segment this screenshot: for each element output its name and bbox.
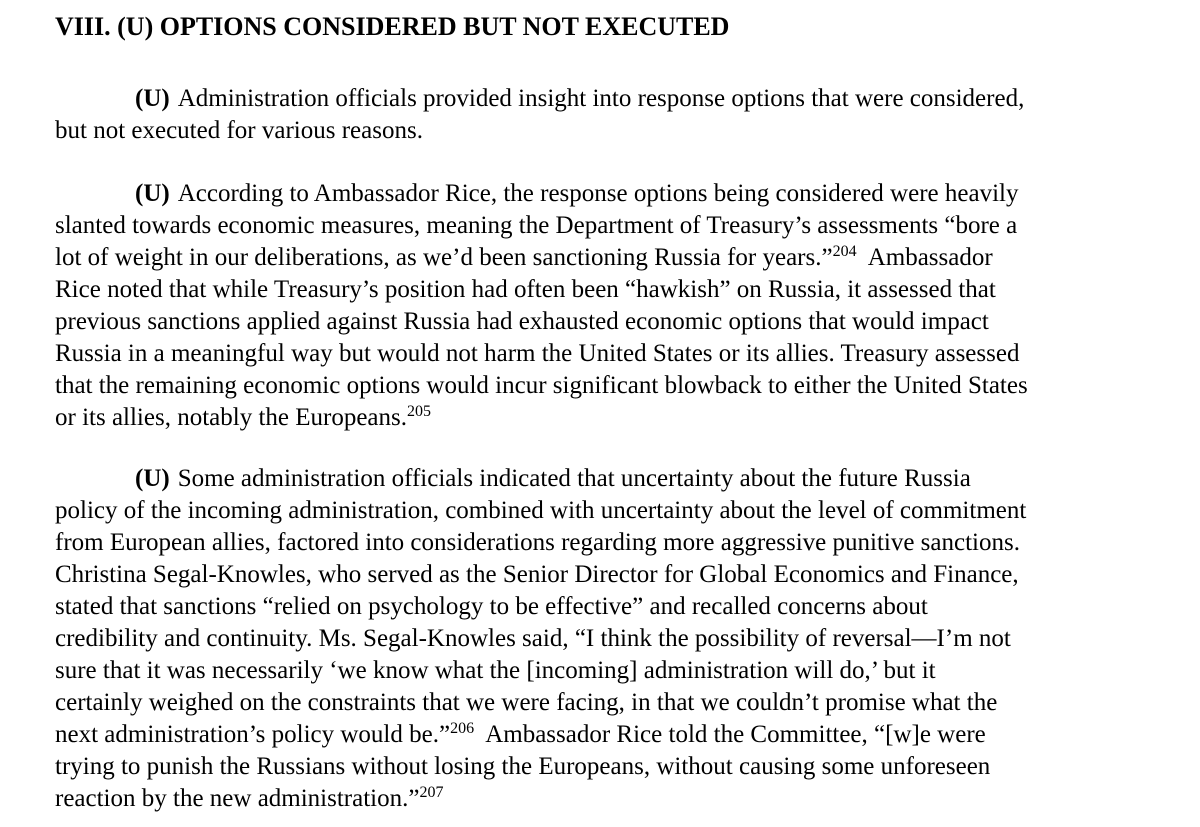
line-text: reaction by the new administration.”	[55, 785, 420, 812]
line-text: According to Ambassador Rice, the response options being considered were heavily	[177, 180, 1019, 207]
section-heading: VIII. (U) OPTIONS CONSIDERED BUT NOT EXECUTED	[55, 12, 730, 41]
paragraph-3	[55, 463, 1165, 815]
paragraph-line	[55, 242, 1165, 274]
line-text: lot of weight in our deliberations, as we’d been sanctioning Russia for years.”	[55, 244, 833, 271]
line-text: Ambassador Rice told the Committee, “[w]e were	[485, 721, 986, 748]
line-text: next administration’s policy would be.”	[55, 721, 451, 748]
paragraph-line: Rice noted that while Treasury’s position had often been “hawkish” on Russia, it assessed that	[55, 276, 996, 303]
paragraph-line: but not executed for various reasons.	[55, 117, 423, 144]
paragraph-line	[55, 402, 1165, 434]
paragraph-line: that the remaining economic options would incur significant blowback to either the United States	[55, 372, 1028, 399]
line-text: Administration officials provided insight into response options that were considered,	[177, 85, 1025, 112]
paragraph-line: sure that it was necessarily ‘we know what the [incoming] administration will do,’ but it	[55, 657, 936, 684]
line-text: Some administration officials indicated that uncertainty about the future Russia	[177, 465, 971, 492]
classification-marker: (U)	[135, 85, 170, 112]
footnote-ref: 205	[407, 403, 432, 420]
line-text: or its allies, notably the Europeans.	[55, 404, 408, 431]
paragraph-line: from European allies, factored into considerations regarding more aggressive punitive sanctions.	[55, 529, 1020, 556]
paragraph-line: certainly weighed on the constraints that we were facing, in that we couldn’t promise what the	[55, 689, 998, 716]
paragraph-line: stated that sanctions “relied on psychology to be effective” and recalled concerns about	[55, 593, 928, 620]
classification-marker: (U)	[135, 180, 170, 207]
paragraph-line: Christina Segal-Knowles, who served as the Senior Director for Global Economics and Finance,	[55, 561, 1019, 588]
line-text: Ambassador	[867, 244, 993, 271]
classification-marker: (U)	[135, 465, 170, 492]
paragraph-1	[55, 83, 1165, 147]
paragraph-line	[55, 83, 1165, 115]
paragraph-line: previous sanctions applied against Russia had exhausted economic options that would impact	[55, 308, 989, 335]
paragraph-line	[55, 178, 1165, 210]
paragraph-line: policy of the incoming administration, combined with uncertainty about the level of commitment	[55, 497, 1027, 524]
paragraph-line: trying to punish the Russians without losing the Europeans, without causing some unforeseen	[55, 753, 991, 780]
paragraph-line	[55, 463, 1165, 495]
paragraph-2	[55, 178, 1165, 434]
footnote-ref: 207	[419, 784, 444, 801]
paragraph-line: slanted towards economic measures, meaning the Department of Treasury’s assessments “bore a	[55, 212, 1018, 239]
paragraph-line	[55, 783, 1165, 815]
paragraph-line: credibility and continuity. Ms. Segal-Knowles said, “I think the possibility of reversal—I’m not	[55, 625, 1011, 652]
footnote-ref: 204	[832, 243, 857, 260]
paragraph-line: Russia in a meaningful way but would not harm the United States or its allies. Treasury assessed	[55, 340, 1020, 367]
footnote-ref: 206	[450, 720, 475, 737]
paragraph-line	[55, 719, 1165, 751]
